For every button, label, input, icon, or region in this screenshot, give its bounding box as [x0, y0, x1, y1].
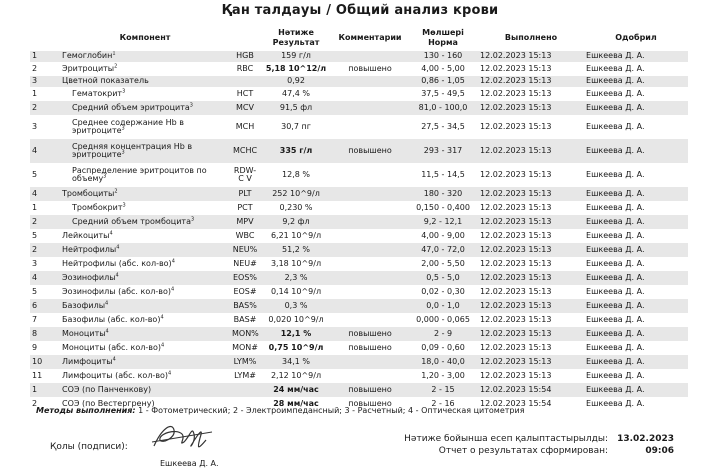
row-number: 5 — [32, 169, 38, 179]
reference-range: 0,150 - 0,400 — [416, 202, 470, 212]
result-value: 51,2 % — [260, 243, 332, 257]
row-number: 5 — [32, 230, 38, 240]
col-header-done: Выполнено — [504, 32, 558, 42]
result-comment — [332, 76, 408, 87]
row-number: 6 — [30, 299, 60, 313]
approved-by: Ешкеева Д. А. — [586, 314, 645, 324]
reference-range: 81,0 - 100,0 — [408, 101, 478, 115]
analyte-code: PCT — [237, 202, 253, 212]
component-name-text: Лимфоциты (абс. кол-во) — [62, 370, 169, 380]
performed-date: 12.02.2023 15:13 — [480, 88, 552, 98]
result-comment: повышено — [332, 383, 408, 397]
component-name-text: СОЭ (по Панченкову) — [62, 384, 152, 394]
result-comment — [332, 355, 408, 369]
method-footnote: 4 — [115, 272, 119, 279]
component-name — [60, 327, 230, 341]
method-footnote: 4 — [116, 244, 120, 251]
approved-by: Ешкеева Д. А. — [586, 370, 645, 380]
performed-date: 12.02.2023 15:13 — [478, 215, 584, 229]
result-comment — [332, 201, 408, 215]
signature-image — [148, 420, 218, 454]
approved-by: Ешкеева Д. А. — [584, 101, 688, 115]
reference-range: 47,0 - 72,0 — [408, 243, 478, 257]
performed-date: 12.02.2023 15:54 — [480, 398, 552, 408]
approved-by: Ешкеева Д. А. — [584, 271, 688, 285]
row-number: 2 — [30, 243, 60, 257]
approved-by: Ешкеева Д. А. — [586, 88, 645, 98]
result-value: 12,1 % — [260, 327, 332, 341]
method-footnote: 4 — [105, 328, 109, 335]
result-comment — [332, 299, 408, 313]
result-value: 0,020 10^9/л — [268, 314, 324, 324]
row-number: 2 — [30, 215, 60, 229]
table-row — [30, 243, 688, 257]
reference-range: 0,0 - 1,0 — [408, 299, 478, 313]
table-row — [30, 215, 688, 229]
analyte-code: LYM% — [230, 355, 260, 369]
result-comment — [332, 51, 408, 62]
results-table — [30, 24, 688, 411]
component-name — [60, 101, 230, 115]
component-name — [60, 369, 230, 383]
result-value: 2,3 % — [260, 271, 332, 285]
component-name-text: Эозинофилы — [62, 272, 116, 282]
table-row — [30, 87, 688, 101]
table-row — [30, 115, 688, 139]
reference-range: 0,86 - 1,05 — [408, 76, 478, 87]
result-value: 5,18 10^12/л — [265, 63, 327, 73]
analyte-code: EOS# — [233, 286, 257, 296]
approved-by: Ешкеева Д. А. — [586, 202, 645, 212]
method-footnote: 3 — [189, 102, 193, 109]
reference-range: 0,02 - 0,30 — [421, 286, 465, 296]
approved-by: Ешкеева Д. А. — [584, 355, 688, 369]
reference-range: 0,09 - 0,60 — [421, 342, 465, 352]
col-header-norm: Мөлшері Норма — [422, 28, 464, 47]
report-date: 13.02.2023 — [617, 434, 674, 444]
row-number: 4 — [30, 271, 60, 285]
component-name — [60, 229, 230, 243]
reference-range: 1,20 - 3,00 — [421, 370, 465, 380]
component-name-text: Эритроциты — [62, 63, 115, 73]
performed-date: 12.02.2023 15:13 — [480, 202, 552, 212]
analyte-code: BAS# — [233, 314, 257, 324]
component-name — [60, 76, 230, 87]
result-comment: повышено — [348, 63, 392, 73]
col-header-comment: Комментарии — [338, 32, 402, 42]
result-value: 6,21 10^9/л — [270, 230, 322, 240]
method-footnote: 3 — [190, 216, 195, 223]
component-name — [60, 383, 230, 397]
result-comment: повышено — [348, 398, 392, 408]
row-number: 10 — [30, 355, 60, 369]
component-name — [60, 257, 230, 271]
row-number: 9 — [32, 342, 38, 352]
approved-by: Ешкеева Д. А. — [584, 215, 688, 229]
table-row — [30, 101, 688, 115]
method-footnote: 2 — [114, 63, 118, 70]
report-time: 09:06 — [645, 446, 674, 456]
component-name — [60, 139, 230, 163]
reference-range: 2 - 16 — [431, 398, 455, 408]
reference-range: 0,000 - 0,065 — [416, 314, 470, 324]
result-value: 335 г/л — [260, 139, 332, 163]
component-name — [60, 285, 230, 299]
row-number: 7 — [32, 314, 38, 324]
method-footnote: 3 — [103, 173, 107, 180]
result-value: 47,4 % — [282, 88, 310, 98]
table-row — [30, 313, 688, 327]
component-name-text: Эозинофилы (абс. кол-во) — [62, 286, 171, 296]
report-date-line — [400, 434, 674, 444]
component-name-text: Лимфоциты — [62, 356, 113, 366]
approved-by: Ешкеева Д. А. — [586, 258, 645, 268]
result-comment: повышено — [332, 327, 408, 341]
approved-by: Ешкеева Д. А. — [586, 230, 645, 240]
table-row — [30, 76, 688, 87]
performed-date: 12.02.2023 15:13 — [478, 299, 584, 313]
table-row — [30, 355, 688, 369]
signer-name: Ешкеева Д. А. — [160, 459, 219, 468]
table-row — [30, 187, 688, 201]
result-value: 2,12 10^9/л — [270, 370, 322, 380]
row-number: 4 — [30, 139, 60, 163]
performed-date: 12.02.2023 15:13 — [478, 51, 584, 62]
component-name-text: Тромбокрит — [72, 202, 123, 212]
table-row — [30, 299, 688, 313]
methods-text: 1 - Фотометрический; 2 - Электроимпедансный; 3 - Расчетный; 4 - Оптическая цитометрия — [135, 406, 525, 415]
row-number: 5 — [32, 286, 38, 296]
analyte-code: MCH — [235, 121, 255, 131]
row-number: 3 — [32, 258, 38, 268]
table-row — [30, 139, 688, 163]
component-name — [60, 355, 230, 369]
component-name-text: Цветной показатель — [62, 76, 149, 86]
report-time-line — [400, 446, 674, 456]
performed-date: 12.02.2023 15:13 — [480, 314, 552, 324]
performed-date: 12.02.2023 15:13 — [478, 271, 584, 285]
report-time-label: Отчет о результатах сформирован: — [438, 446, 608, 456]
row-number: 1 — [32, 88, 38, 98]
result-comment — [332, 87, 408, 101]
analyte-code: RDW-C V — [233, 165, 257, 183]
performed-date: 12.02.2023 15:13 — [480, 286, 552, 296]
reference-range: 18,0 - 40,0 — [408, 355, 478, 369]
component-name — [60, 341, 230, 355]
analyte-code: WBC — [235, 230, 255, 240]
method-footnote: 4 — [160, 314, 164, 321]
method-footnote: 3 — [122, 88, 126, 95]
result-comment — [332, 101, 408, 115]
approved-by: Ешкеева Д. А. — [586, 63, 645, 73]
methods-legend — [36, 406, 525, 415]
analyte-code: MCHC — [230, 139, 260, 163]
performed-date: 12.02.2023 15:13 — [478, 355, 584, 369]
component-name-text: Нейтрофилы (абс. кол-во) — [62, 258, 172, 268]
performed-date: 12.02.2023 15:13 — [480, 230, 552, 240]
signature-label: Қолы (подписи): — [50, 442, 128, 452]
component-name — [60, 187, 230, 201]
component-name — [60, 271, 230, 285]
approved-by: Ешкеева Д. А. — [586, 169, 645, 179]
table-row — [30, 257, 688, 271]
component-name — [60, 243, 230, 257]
reference-range: 2 - 9 — [408, 327, 478, 341]
analyte-code: HCT — [236, 88, 254, 98]
page-title: Қан талдауы / Общий анализ крови — [221, 3, 499, 18]
component-name-text: Гематокрит — [72, 88, 123, 98]
result-comment — [332, 187, 408, 201]
performed-date: 12.02.2023 15:13 — [480, 342, 552, 352]
reference-range: 0,5 - 5,0 — [408, 271, 478, 285]
approved-by: Ешкеева Д. А. — [586, 121, 645, 131]
table-row — [30, 327, 688, 341]
approved-by: Ешкеева Д. А. — [584, 51, 688, 62]
method-footnote: 3 — [122, 202, 126, 209]
approved-by: Ешкеева Д. А. — [586, 342, 645, 352]
performed-date: 12.02.2023 15:13 — [480, 370, 552, 380]
performed-date: 12.02.2023 15:13 — [478, 76, 584, 87]
row-number: 4 — [30, 187, 60, 201]
result-value: 0,3 % — [260, 299, 332, 313]
component-name — [60, 215, 230, 229]
analyte-code: NEU# — [233, 258, 257, 268]
analyte-code: LYM# — [234, 370, 256, 380]
table-row — [30, 369, 688, 383]
table-row — [30, 62, 688, 76]
method-footnote: 4 — [171, 258, 175, 265]
table-row — [30, 341, 688, 355]
table-row — [30, 285, 688, 299]
component-name-text: Нейтрофилы — [62, 244, 117, 254]
table-row — [30, 271, 688, 285]
result-comment — [332, 115, 408, 139]
analyte-code: EOS% — [230, 271, 260, 285]
analyte-code: RBC — [236, 63, 254, 73]
performed-date: 12.02.2023 15:13 — [480, 63, 552, 73]
result-comment — [332, 313, 408, 327]
analyte-code: NEU% — [230, 243, 260, 257]
performed-date: 12.02.2023 15:13 — [478, 101, 584, 115]
result-value: 252 10^9/л — [260, 187, 332, 201]
row-number: 1 — [32, 202, 38, 212]
result-comment — [332, 215, 408, 229]
component-name-text: СОЭ (по Вестергрену) — [62, 398, 155, 408]
component-name-text: Моноциты — [62, 328, 106, 338]
row-number: 2 — [32, 398, 38, 408]
result-value: 0,75 10^9/л — [268, 342, 324, 352]
col-header-result: Нәтиже Результат — [272, 28, 320, 47]
performed-date: 12.02.2023 15:13 — [478, 139, 584, 163]
reference-range: 2,00 - 5,50 — [421, 258, 465, 268]
component-name — [60, 201, 230, 215]
approved-by: Ешкеева Д. А. — [584, 299, 688, 313]
performed-date: 12.02.2023 15:54 — [478, 383, 584, 397]
method-footnote: 3 — [121, 125, 125, 132]
result-comment — [332, 369, 408, 383]
method-footnote: 4 — [170, 286, 175, 293]
component-name-text: Средний объем тромбоцита — [72, 216, 191, 226]
performed-date: 12.02.2023 15:13 — [478, 327, 584, 341]
component-name-text: Базофилы — [62, 300, 106, 310]
result-comment — [332, 163, 408, 187]
performed-date: 12.02.2023 15:13 — [480, 121, 552, 131]
method-footnote: 4 — [168, 370, 172, 377]
result-value: 30,7 пг — [281, 121, 311, 131]
analyte-code: BAS% — [230, 299, 260, 313]
methods-label: Методы выполнения: — [36, 406, 136, 415]
reference-range: 130 - 160 — [408, 51, 478, 62]
method-footnote: 4 — [109, 230, 113, 237]
table-header-row — [30, 24, 688, 51]
component-name-text: Базофилы (абс. кол-во) — [62, 314, 161, 324]
approved-by: Ешкеева Д. А. — [586, 398, 645, 408]
reference-range: 2 - 15 — [408, 383, 478, 397]
reference-range: 37,5 - 49,5 — [421, 88, 465, 98]
table-row — [30, 201, 688, 215]
performed-date: 12.02.2023 15:13 — [478, 243, 584, 257]
method-footnote: 1 — [112, 51, 116, 57]
performed-date: 12.02.2023 15:13 — [480, 169, 552, 179]
reference-range: 27,5 - 34,5 — [421, 121, 465, 131]
row-number: 2 — [32, 63, 38, 73]
approved-by: Ешкеева Д. А. — [584, 187, 688, 201]
result-value: 28 мм/час — [273, 398, 319, 408]
analyte-code: MCV — [230, 101, 260, 115]
component-name — [60, 299, 230, 313]
analyte-code: HGB — [230, 51, 260, 62]
row-number: 1 — [30, 51, 60, 62]
component-name-text: Распределение эритроцитов по объему — [72, 165, 207, 183]
approved-by: Ешкеева Д. А. — [584, 76, 688, 87]
reference-range: 4,00 - 5,00 — [421, 63, 465, 73]
analyte-code: MPV — [230, 215, 260, 229]
report-date-label: Нәтиже бойынша есеп қалыптастырылды: — [404, 434, 608, 444]
row-number: 11 — [32, 370, 43, 380]
reference-range: 293 - 317 — [408, 139, 478, 163]
col-header-approved: Одобрил — [615, 32, 657, 42]
result-value: 0,230 % — [279, 202, 313, 212]
reference-range: 4,00 - 9,00 — [421, 230, 465, 240]
row-number: 3 — [32, 121, 38, 131]
result-comment — [332, 271, 408, 285]
component-name — [60, 51, 230, 62]
approved-by: Ешкеева Д. А. — [586, 286, 645, 296]
result-value: 0,92 — [260, 76, 332, 87]
approved-by: Ешкеева Д. А. — [584, 139, 688, 163]
analyte-code: MON% — [230, 327, 260, 341]
table-row — [30, 229, 688, 243]
component-name-text: Средний объем эритроцита — [72, 102, 190, 112]
table-row — [30, 383, 688, 397]
table-row — [30, 163, 688, 187]
result-value: 159 г/л — [260, 51, 332, 62]
table-row — [30, 51, 688, 62]
component-name — [60, 115, 230, 139]
method-footnote: 4 — [105, 300, 109, 307]
row-number: 8 — [30, 327, 60, 341]
reference-range: 11,5 - 14,5 — [421, 169, 465, 179]
result-comment — [332, 229, 408, 243]
component-name — [60, 163, 230, 187]
result-comment — [332, 257, 408, 271]
component-name-text: Моноциты (абс. кол-во) — [62, 342, 161, 352]
result-value: 9,2 фл — [260, 215, 332, 229]
approved-by: Ешкеева Д. А. — [584, 243, 688, 257]
component-name-text: Лейкоциты — [62, 230, 110, 240]
result-comment — [332, 243, 408, 257]
performed-date: 12.02.2023 15:13 — [478, 187, 584, 201]
result-value: 24 мм/час — [260, 383, 332, 397]
result-value: 34,1 % — [260, 355, 332, 369]
analyte-code: MON# — [232, 342, 258, 352]
component-name-text: Средняя концентрация Hb в эритроците — [72, 141, 193, 159]
analyte-code — [230, 383, 260, 397]
col-header-component: Компонент — [119, 32, 171, 42]
row-number: 2 — [30, 101, 60, 115]
component-name-text: Тромбоциты — [62, 188, 115, 198]
analyte-code — [230, 76, 260, 87]
result-value: 3,18 10^9/л — [270, 258, 322, 268]
method-footnote: 4 — [112, 356, 116, 363]
result-comment — [332, 285, 408, 299]
component-name — [60, 62, 230, 76]
component-name — [60, 313, 230, 327]
component-name-text: Среднее содержание Hb в эритроците — [72, 117, 184, 135]
result-value: 12,8 % — [282, 169, 310, 179]
result-value: 0,14 10^9/л — [270, 286, 322, 296]
approved-by: Ешкеева Д. А. — [584, 327, 688, 341]
row-number: 3 — [30, 76, 60, 87]
result-value: 91,5 фл — [260, 101, 332, 115]
result-comment: повышено — [348, 342, 392, 352]
component-name-text: Гемоглобин — [62, 51, 113, 61]
reference-range: 180 - 320 — [408, 187, 478, 201]
approved-by: Ешкеева Д. А. — [584, 383, 688, 397]
component-name — [60, 87, 230, 101]
reference-range: 9,2 - 12,1 — [408, 215, 478, 229]
performed-date: 12.02.2023 15:13 — [480, 258, 552, 268]
row-number: 1 — [30, 383, 60, 397]
method-footnote: 4 — [160, 342, 165, 349]
method-footnote: 3 — [121, 149, 125, 156]
analyte-code: PLT — [230, 187, 260, 201]
method-footnote: 2 — [114, 188, 118, 195]
result-comment: повышено — [332, 139, 408, 163]
